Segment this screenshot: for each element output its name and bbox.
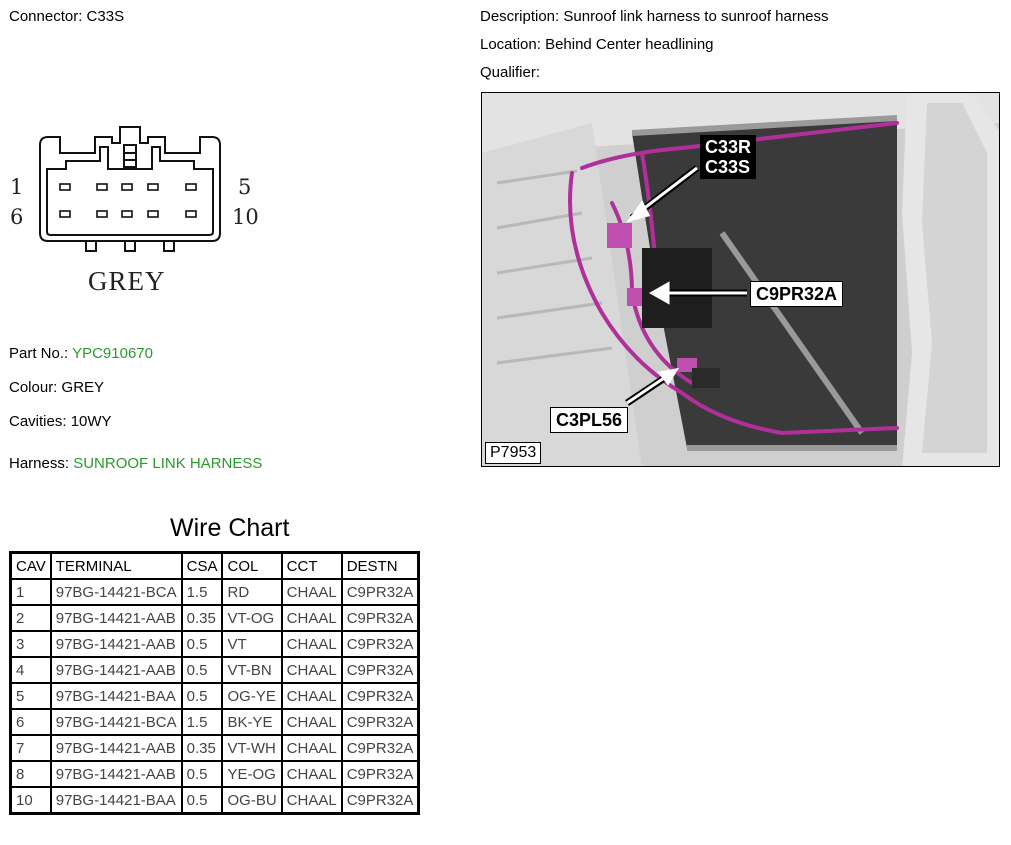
cell-terminal: 97BG-14421-BCA: [51, 709, 182, 735]
connector-value: C33S: [86, 8, 125, 25]
table-row: [11, 735, 419, 761]
cell-cav: 1: [11, 579, 51, 605]
cell-terminal: 97BG-14421-BCA: [51, 579, 182, 605]
header-terminal: TERMINAL: [51, 553, 182, 580]
cell-col: RD: [222, 579, 281, 605]
header-csa: CSA: [182, 553, 223, 580]
connector-label: Connector:: [9, 8, 83, 25]
harness-label: Harness:: [9, 455, 70, 472]
cell-cav: 10: [11, 787, 51, 814]
wire-chart-body: [11, 579, 419, 814]
cell-cav: 2: [11, 605, 51, 631]
colour-label: Colour:: [9, 379, 58, 396]
cell-csa: 1.5: [182, 709, 223, 735]
wire-chart-table: [9, 551, 420, 815]
callout-c33r-c33s: [700, 135, 756, 179]
cell-col: BK-YE: [222, 709, 281, 735]
cell-col: OG-YE: [222, 683, 281, 709]
location-value: Behind Center headlining: [545, 36, 714, 53]
cell-destn: C9PR32A: [342, 761, 419, 787]
table-row: [11, 709, 419, 735]
cell-cct: CHAAL: [282, 787, 342, 814]
cell-cct: CHAAL: [282, 709, 342, 735]
cell-terminal: 97BG-14421-AAB: [51, 657, 182, 683]
cell-destn: C9PR32A: [342, 683, 419, 709]
description-field: [480, 8, 829, 26]
cell-terminal: 97BG-14421-AAB: [51, 605, 182, 631]
cell-destn: C9PR32A: [342, 579, 419, 605]
cell-cct: CHAAL: [282, 657, 342, 683]
table-row: [11, 683, 419, 709]
cell-cav: 5: [11, 683, 51, 709]
table-header-row: [11, 553, 419, 580]
part-no-link[interactable]: YPC910670: [72, 345, 153, 362]
cell-col: VT: [222, 631, 281, 657]
photo-id: P7953: [485, 442, 541, 464]
pin-5-label: 5: [238, 175, 252, 199]
cell-terminal: 97BG-14421-BAA: [51, 787, 182, 814]
cell-destn: C9PR32A: [342, 657, 419, 683]
cavities-label: Cavities:: [9, 413, 67, 430]
cell-cct: CHAAL: [282, 735, 342, 761]
cell-csa: 0.5: [182, 761, 223, 787]
header-col: COL: [222, 553, 281, 580]
cell-cct: CHAAL: [282, 631, 342, 657]
cell-csa: 0.5: [182, 787, 223, 814]
cell-cav: 6: [11, 709, 51, 735]
table-row: [11, 579, 419, 605]
qualifier-label: Qualifier:: [480, 64, 541, 81]
location-photo: [481, 92, 1000, 467]
callout-c3pl56: C3PL56: [550, 407, 628, 433]
cell-csa: 0.5: [182, 631, 223, 657]
cell-terminal: 97BG-14421-BAA: [51, 683, 182, 709]
cell-cct: CHAAL: [282, 605, 342, 631]
cavities-value: 10WY: [70, 413, 112, 430]
callout-c9pr32a: C9PR32A: [750, 281, 843, 307]
table-row: [11, 605, 419, 631]
location-field: [480, 36, 714, 54]
cell-cav: 8: [11, 761, 51, 787]
colour-value: GREY: [61, 379, 105, 396]
header-destn: DESTN: [342, 553, 419, 580]
part-no-field: [9, 345, 153, 363]
cell-csa: 1.5: [182, 579, 223, 605]
cell-col: YE-OG: [222, 761, 281, 787]
header-cct: CCT: [282, 553, 342, 580]
cavities-field: [9, 413, 112, 431]
cell-csa: 0.5: [182, 683, 223, 709]
cell-cav: 4: [11, 657, 51, 683]
cell-destn: C9PR32A: [342, 605, 419, 631]
cell-terminal: 97BG-14421-AAB: [51, 761, 182, 787]
location-label: Location:: [480, 36, 541, 53]
qualifier-field: [480, 64, 540, 82]
wire-chart-title: Wire Chart: [170, 514, 290, 542]
cell-cct: CHAAL: [282, 683, 342, 709]
pin-1-label: 1: [10, 175, 24, 199]
connector-field: [9, 8, 124, 26]
table-row: [11, 631, 419, 657]
description-label: Description:: [480, 8, 560, 25]
table-row: [11, 761, 419, 787]
cell-destn: C9PR32A: [342, 631, 419, 657]
cell-csa: 0.5: [182, 657, 223, 683]
cell-col: OG-BU: [222, 787, 281, 814]
cell-terminal: 97BG-14421-AAB: [51, 631, 182, 657]
cell-col: VT-WH: [222, 735, 281, 761]
callout-c33s: C33S: [705, 157, 751, 177]
pin-10-label: 10: [232, 205, 259, 229]
cell-cav: 3: [11, 631, 51, 657]
cell-destn: C9PR32A: [342, 735, 419, 761]
cell-cav: 7: [11, 735, 51, 761]
table-row: [11, 657, 419, 683]
callout-c33r: C33R: [705, 137, 752, 157]
cell-csa: 0.35: [182, 605, 223, 631]
cell-col: VT-OG: [222, 605, 281, 631]
pin-6-label: 6: [10, 205, 24, 229]
cell-destn: C9PR32A: [342, 787, 419, 814]
colour-field: [9, 379, 104, 397]
cell-col: VT-BN: [222, 657, 281, 683]
cell-csa: 0.35: [182, 735, 223, 761]
connector-colour-caption: GREY: [88, 266, 166, 296]
cell-destn: C9PR32A: [342, 709, 419, 735]
header-cav: CAV: [11, 553, 51, 580]
harness-field: [9, 455, 262, 473]
cell-terminal: 97BG-14421-AAB: [51, 735, 182, 761]
cell-cct: CHAAL: [282, 579, 342, 605]
description-value: Sunroof link harness to sunroof harness: [563, 8, 829, 25]
part-no-label: Part No.:: [9, 345, 69, 362]
table-row: [11, 787, 419, 814]
cell-cct: CHAAL: [282, 761, 342, 787]
harness-link[interactable]: SUNROOF LINK HARNESS: [73, 455, 263, 472]
